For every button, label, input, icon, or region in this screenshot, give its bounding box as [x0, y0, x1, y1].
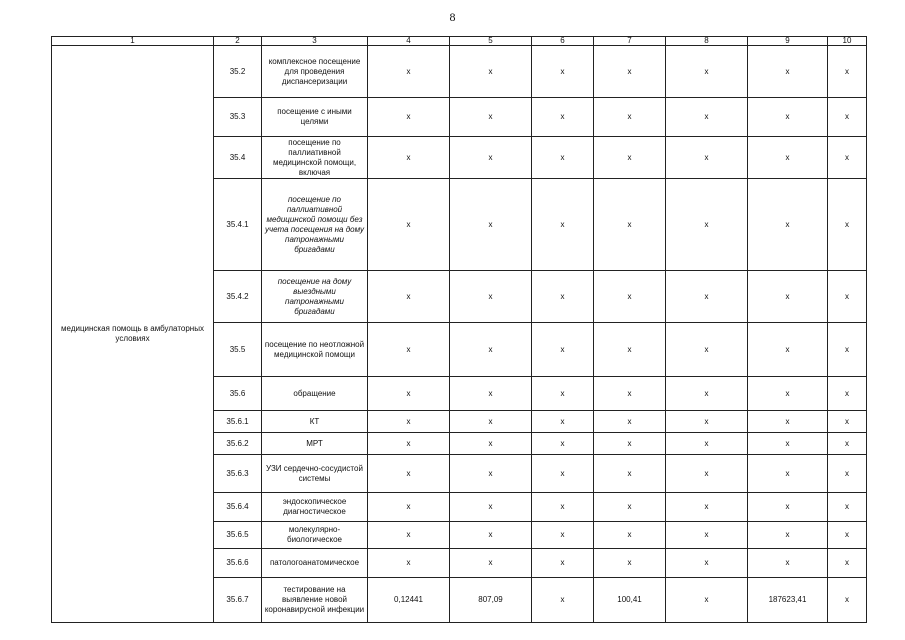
cell-col-9: 187623,41	[748, 578, 828, 623]
cell-col-10: x	[828, 522, 867, 549]
row-name: МРТ	[262, 433, 368, 455]
cell-col-6: x	[532, 137, 594, 179]
cell-col-5: x	[450, 271, 532, 323]
cell-col-9: x	[748, 455, 828, 493]
cell-col-6: x	[532, 271, 594, 323]
cell-col-7: x	[594, 98, 666, 137]
cell-col-4: x	[368, 377, 450, 411]
row-code: 35.4.2	[214, 271, 262, 323]
row-code: 35.4	[214, 137, 262, 179]
cell-col-5: x	[450, 179, 532, 271]
cell-col-8: x	[666, 522, 748, 549]
cell-col-4: x	[368, 323, 450, 377]
cell-col-5: x	[450, 522, 532, 549]
cell-col-9: x	[748, 323, 828, 377]
cell-col-9: x	[748, 493, 828, 522]
cell-col-7: x	[594, 493, 666, 522]
header-row	[52, 37, 867, 46]
cell-col-5: x	[450, 433, 532, 455]
cell-col-7: x	[594, 433, 666, 455]
cell-col-9: x	[748, 433, 828, 455]
cell-col-4: x	[368, 271, 450, 323]
cell-col-7: x	[594, 549, 666, 578]
cell-col-4: x	[368, 411, 450, 433]
cell-col-5: x	[450, 98, 532, 137]
cell-col-6: x	[532, 549, 594, 578]
row-code: 35.6.2	[214, 433, 262, 455]
cell-col-7: x	[594, 411, 666, 433]
cell-col-7: x	[594, 323, 666, 377]
cell-col-6: x	[532, 455, 594, 493]
cell-col-7: x	[594, 46, 666, 98]
row-code: 35.6.1	[214, 411, 262, 433]
cell-col-8: x	[666, 549, 748, 578]
cell-col-8: x	[666, 46, 748, 98]
cell-col-5: x	[450, 411, 532, 433]
cell-col-4: x	[368, 46, 450, 98]
cell-col-9: x	[748, 549, 828, 578]
table-row	[52, 46, 867, 98]
cell-col-9: x	[748, 46, 828, 98]
row-name: КТ	[262, 411, 368, 433]
cell-col-6: x	[532, 433, 594, 455]
cell-col-7: x	[594, 455, 666, 493]
cell-col-10: x	[828, 323, 867, 377]
header-cell: 5	[450, 37, 532, 46]
cell-col-8: x	[666, 98, 748, 137]
cell-col-8: x	[666, 493, 748, 522]
row-name: комплексное посещение для проведения диспансеризации	[262, 46, 368, 98]
row-code: 35.6.3	[214, 455, 262, 493]
cell-col-5: x	[450, 46, 532, 98]
cell-col-10: x	[828, 493, 867, 522]
cell-col-10: x	[828, 271, 867, 323]
cell-col-10: x	[828, 455, 867, 493]
row-code: 35.6.7	[214, 578, 262, 623]
cell-col-7: x	[594, 377, 666, 411]
row-name: посещение по паллиативной медицинской помощи, включая	[262, 137, 368, 179]
cell-col-8: x	[666, 411, 748, 433]
header-cell: 1	[52, 37, 214, 46]
cell-col-8: x	[666, 179, 748, 271]
header-cell: 6	[532, 37, 594, 46]
cell-col-4: x	[368, 137, 450, 179]
cell-col-7: x	[594, 137, 666, 179]
row-name: эндоскопическое диагностическое	[262, 493, 368, 522]
cell-col-4: x	[368, 549, 450, 578]
cell-col-10: x	[828, 137, 867, 179]
row-code: 35.6.6	[214, 549, 262, 578]
row-name: посещение на дому выездными патронажными бригадами	[262, 271, 368, 323]
cell-col-5: x	[450, 455, 532, 493]
cell-col-10: x	[828, 411, 867, 433]
cell-col-9: x	[748, 377, 828, 411]
header-cell: 10	[828, 37, 867, 46]
row-code: 35.6.5	[214, 522, 262, 549]
cell-col-6: x	[532, 493, 594, 522]
header-cell: 8	[666, 37, 748, 46]
cell-col-9: x	[748, 137, 828, 179]
cell-col-9: x	[748, 98, 828, 137]
cell-col-10: x	[828, 433, 867, 455]
cell-col-9: x	[748, 179, 828, 271]
cell-col-5: x	[450, 323, 532, 377]
cell-col-9: x	[748, 271, 828, 323]
cell-col-6: x	[532, 522, 594, 549]
cell-col-7: x	[594, 179, 666, 271]
row-code: 35.5	[214, 323, 262, 377]
cell-col-4: x	[368, 522, 450, 549]
row-name: УЗИ сердечно-сосудистой системы	[262, 455, 368, 493]
cell-col-10: x	[828, 578, 867, 623]
cell-col-10: x	[828, 98, 867, 137]
cell-col-8: x	[666, 433, 748, 455]
cell-col-4: x	[368, 98, 450, 137]
cell-col-9: x	[748, 411, 828, 433]
cell-col-10: x	[828, 377, 867, 411]
cell-col-5: x	[450, 377, 532, 411]
cell-col-6: x	[532, 323, 594, 377]
row-code: 35.4.1	[214, 179, 262, 271]
cell-col-6: x	[532, 377, 594, 411]
cell-col-8: x	[666, 137, 748, 179]
cell-col-7: x	[594, 522, 666, 549]
header-cell: 3	[262, 37, 368, 46]
header-cell: 2	[214, 37, 262, 46]
cell-col-6: x	[532, 411, 594, 433]
cell-col-6: x	[532, 46, 594, 98]
cell-col-8: x	[666, 578, 748, 623]
page-number: 8	[449, 10, 456, 24]
cell-col-5: x	[450, 137, 532, 179]
cell-col-8: x	[666, 271, 748, 323]
cell-col-4: x	[368, 179, 450, 271]
cell-col-7: 100,41	[594, 578, 666, 623]
cell-col-10: x	[828, 549, 867, 578]
section-label: медицинская помощь в амбулаторных условиях	[52, 46, 214, 623]
cell-col-9: x	[748, 522, 828, 549]
row-name: посещение с иными целями	[262, 98, 368, 137]
row-name: молекулярно-биологическое	[262, 522, 368, 549]
header-cell: 7	[594, 37, 666, 46]
row-code: 35.6	[214, 377, 262, 411]
row-name: тестирование на выявление новой коронавирусной инфекции	[262, 578, 368, 623]
cell-col-10: x	[828, 46, 867, 98]
cell-col-4: x	[368, 433, 450, 455]
cell-col-4: x	[368, 493, 450, 522]
cell-col-6: x	[532, 179, 594, 271]
row-name: обращение	[262, 377, 368, 411]
cell-col-7: x	[594, 271, 666, 323]
header-cell: 9	[748, 37, 828, 46]
cell-col-6: x	[532, 98, 594, 137]
cell-col-5: 807,09	[450, 578, 532, 623]
data-table	[51, 36, 867, 623]
cell-col-8: x	[666, 455, 748, 493]
cell-col-10: x	[828, 179, 867, 271]
row-code: 35.3	[214, 98, 262, 137]
row-name: посещение по неотложной медицинской помощи	[262, 323, 368, 377]
row-name: посещение по паллиативной медицинской помощи без учета посещения на дому патронажными бригадами	[262, 179, 368, 271]
cell-col-8: x	[666, 323, 748, 377]
cell-col-4: 0,12441	[368, 578, 450, 623]
cell-col-5: x	[450, 493, 532, 522]
row-code: 35.2	[214, 46, 262, 98]
cell-col-6: x	[532, 578, 594, 623]
cell-col-8: x	[666, 377, 748, 411]
row-name: патологоанатомическое	[262, 549, 368, 578]
header-cell: 4	[368, 37, 450, 46]
cell-col-5: x	[450, 549, 532, 578]
cell-col-4: x	[368, 455, 450, 493]
row-code: 35.6.4	[214, 493, 262, 522]
